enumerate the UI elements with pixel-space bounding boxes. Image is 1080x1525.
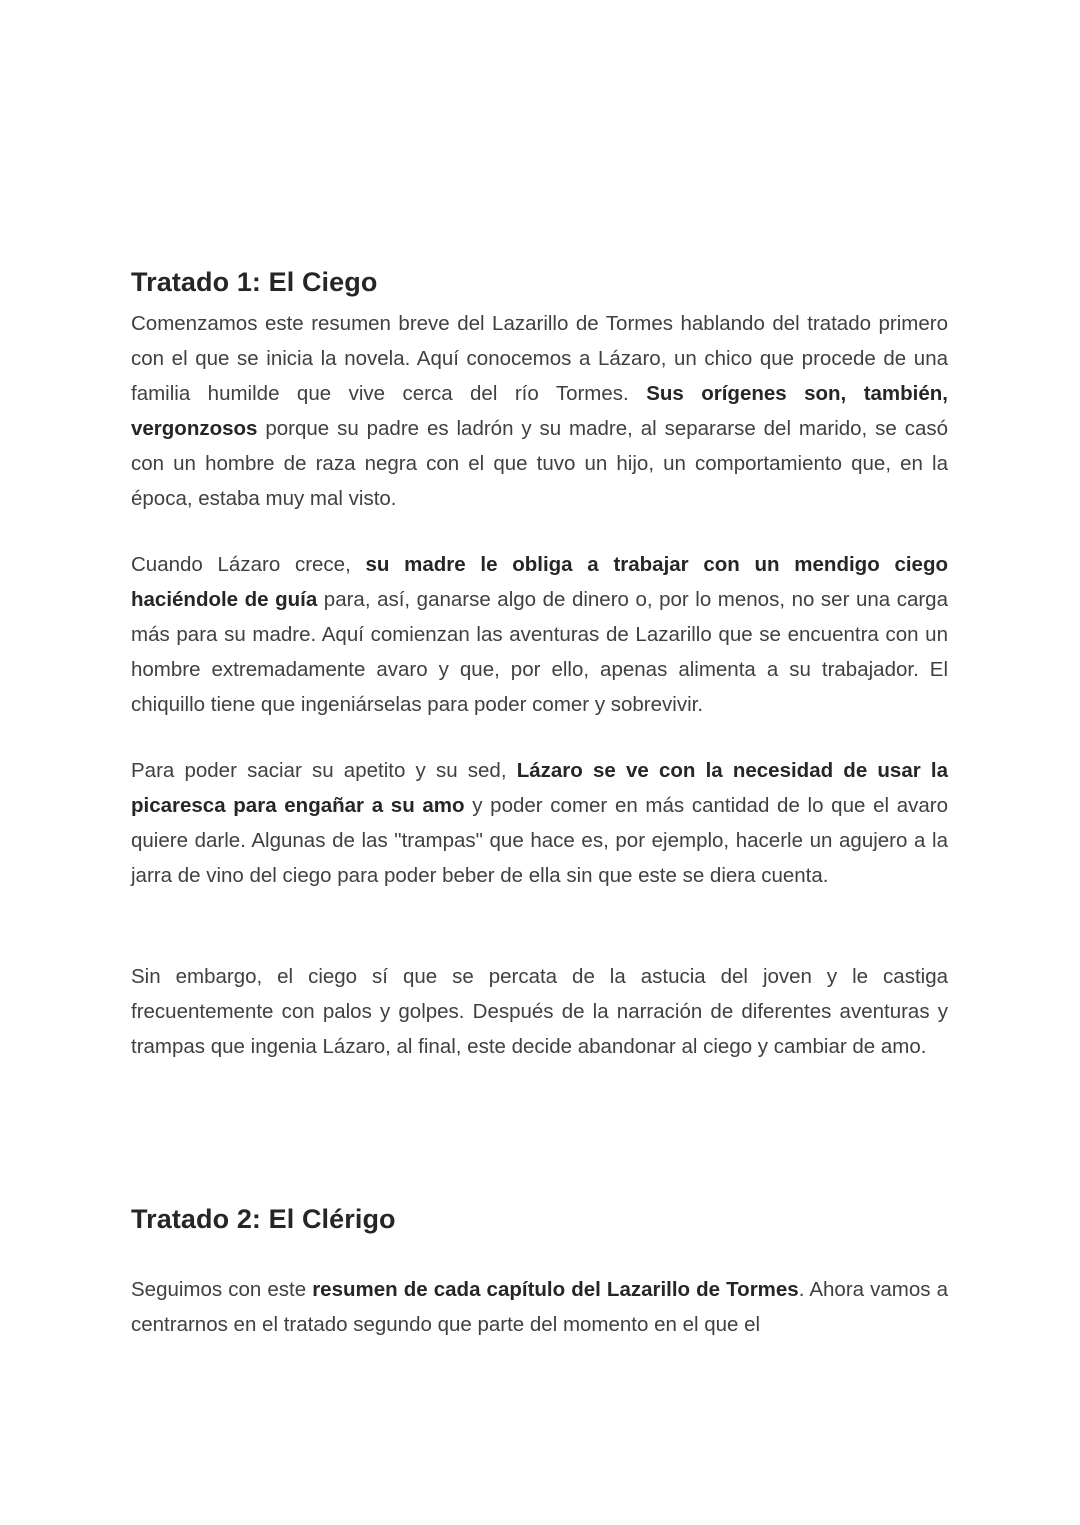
text-run: y poder comer en más cantidad de lo que el avaro quiere darle. Algunas de las "trampas" que hace es, por ejemplo, hacerle un agujero a la jarra de vino del ciego para poder beber de ella sin que este se diera cuenta. bbox=[131, 794, 948, 887]
paragraph bbox=[131, 306, 948, 516]
bold-text: Lázaro se ve con la necesidad de usar la picaresca para engañar a su amo bbox=[131, 759, 948, 817]
text-run: Comenzamos este resumen breve del Lazarillo de Tormes hablando del tratado primero con el que se inicia la novela. Aquí conocemos a Lázaro, un chico que procede de una familia humilde que vive cerca del río Tormes. bbox=[131, 312, 948, 405]
paragraph bbox=[131, 753, 948, 893]
section-title-tratado-1: Tratado 1: El Ciego bbox=[131, 267, 378, 297]
text-run: Sin embargo, el ciego sí que se percata de la astucia del joven y le castiga frecuentemente con palos y golpes. Después de la narración de diferentes aventuras y trampas que ingenia Lázaro, al final, este decide abandonar al ciego y cambiar de amo. bbox=[131, 965, 948, 1058]
text-run: Seguimos con este bbox=[131, 1278, 313, 1301]
section-title-tratado-2: Tratado 2: El Clérigo bbox=[131, 1204, 396, 1234]
text-run: Cuando Lázaro crece, bbox=[131, 553, 366, 576]
paragraph bbox=[131, 547, 948, 722]
text-run: porque su padre es ladrón y su madre, al separarse del marido, se casó con un hombre de raza negra con el que tuvo un hijo, un comportamiento que, en la época, estaba muy mal visto. bbox=[131, 417, 948, 510]
text-run: . Ahora vamos a centrarnos en el tratado segundo que parte del momento en el que el bbox=[131, 1278, 948, 1336]
bold-text: resumen de cada capítulo del Lazarillo de Tormes bbox=[312, 1278, 799, 1301]
paragraph bbox=[131, 959, 948, 1064]
bold-text: su madre le obliga a trabajar con un mendigo ciego haciéndole de guía bbox=[131, 553, 948, 611]
text-run: Para poder saciar su apetito y su sed, bbox=[131, 759, 517, 782]
text-run: para, así, ganarse algo de dinero o, por lo menos, no ser una carga más para su madre. Aquí comienzan las aventuras de Lazarillo que se encuentra con un hombre extremadamente avaro y que, por ello, apenas alimenta a su trabajador. El chiquillo tiene que ingeniárselas para poder comer y sobrevivir. bbox=[131, 588, 948, 716]
paragraph bbox=[131, 1272, 948, 1342]
bold-text: Sus orígenes son, también, vergonzosos bbox=[131, 382, 948, 440]
